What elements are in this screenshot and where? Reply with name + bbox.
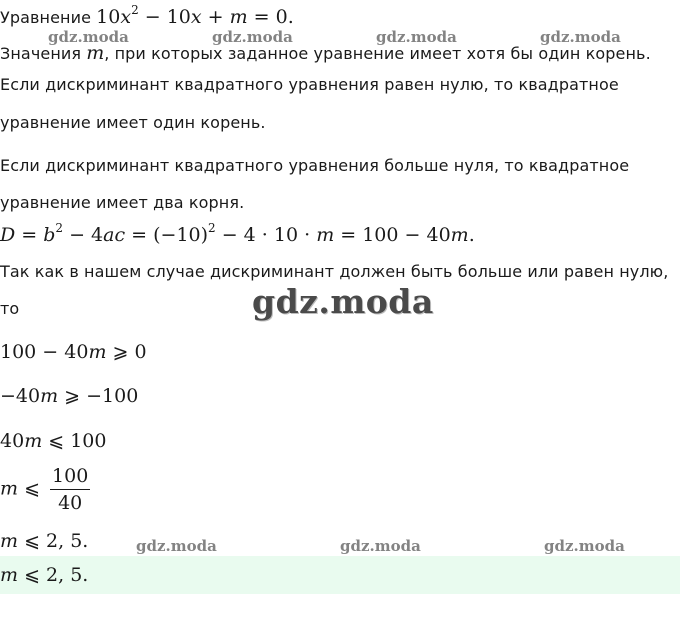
task-variable: m: [86, 42, 105, 64]
task-rest: , при которых заданное уравнение имеет хотя бы один корень.: [104, 44, 651, 63]
watermark-bottom-2: gdz.moda: [340, 537, 421, 555]
watermark-bottom-1: gdz.moda: [136, 537, 217, 555]
condition-text-2: то: [0, 299, 20, 318]
equation-statement: [0, 3, 294, 28]
answer-box: [0, 556, 680, 594]
paragraph-positive-discriminant-1: Если дискриминант квадратного уравнения больше нуля, то квадратное: [0, 156, 630, 175]
task-prefix: Значения: [0, 44, 82, 63]
fraction: [50, 465, 90, 514]
paragraph-zero-discriminant-1: Если дискриминант квадратного уравнения равен нулю, то квадратное: [0, 75, 619, 94]
answer-text: m ⩽ 2, 5.: [0, 564, 89, 586]
task-description: [0, 42, 651, 64]
discriminant-formula: $D = b^2 - 4ac = (-10)^2 - 4 \cdot 10 \cdot m = 100 - 40m$.: [0, 221, 475, 246]
watermark-top-1: gdz.moda: [48, 28, 129, 46]
fraction-numerator: 100: [50, 465, 90, 490]
inequality-5: m ⩽ 2, 5.: [0, 530, 89, 552]
paragraph-positive-discriminant-2: уравнение имеет два корня.: [0, 193, 245, 212]
inequality-2: −40m ⩾ −100: [0, 385, 139, 407]
equation-formula: $10x^2 - 10x + m = 0$.: [96, 3, 294, 28]
inequality-4: m ⩽ $\frac{100}{40}$: [0, 465, 89, 514]
condition-text-1: Так как в нашем случае дискриминант должен быть больше или равен нулю,: [0, 262, 669, 281]
inequality-3: 40m ⩽ 100: [0, 430, 107, 452]
equation-label: Уравнение: [0, 8, 92, 27]
paragraph-zero-discriminant-2: уравнение имеет один корень.: [0, 113, 266, 132]
fraction-denominator: 40: [58, 492, 83, 514]
watermark-center: gdz.moda: [252, 282, 434, 321]
watermark-bottom-3: gdz.moda: [544, 537, 625, 555]
watermark-top-2: gdz.moda: [212, 28, 293, 46]
watermark-top-4: gdz.moda: [540, 28, 621, 46]
watermark-top-3: gdz.moda: [376, 28, 457, 46]
inequality-1: 100 − 40m ⩾ 0: [0, 341, 147, 363]
